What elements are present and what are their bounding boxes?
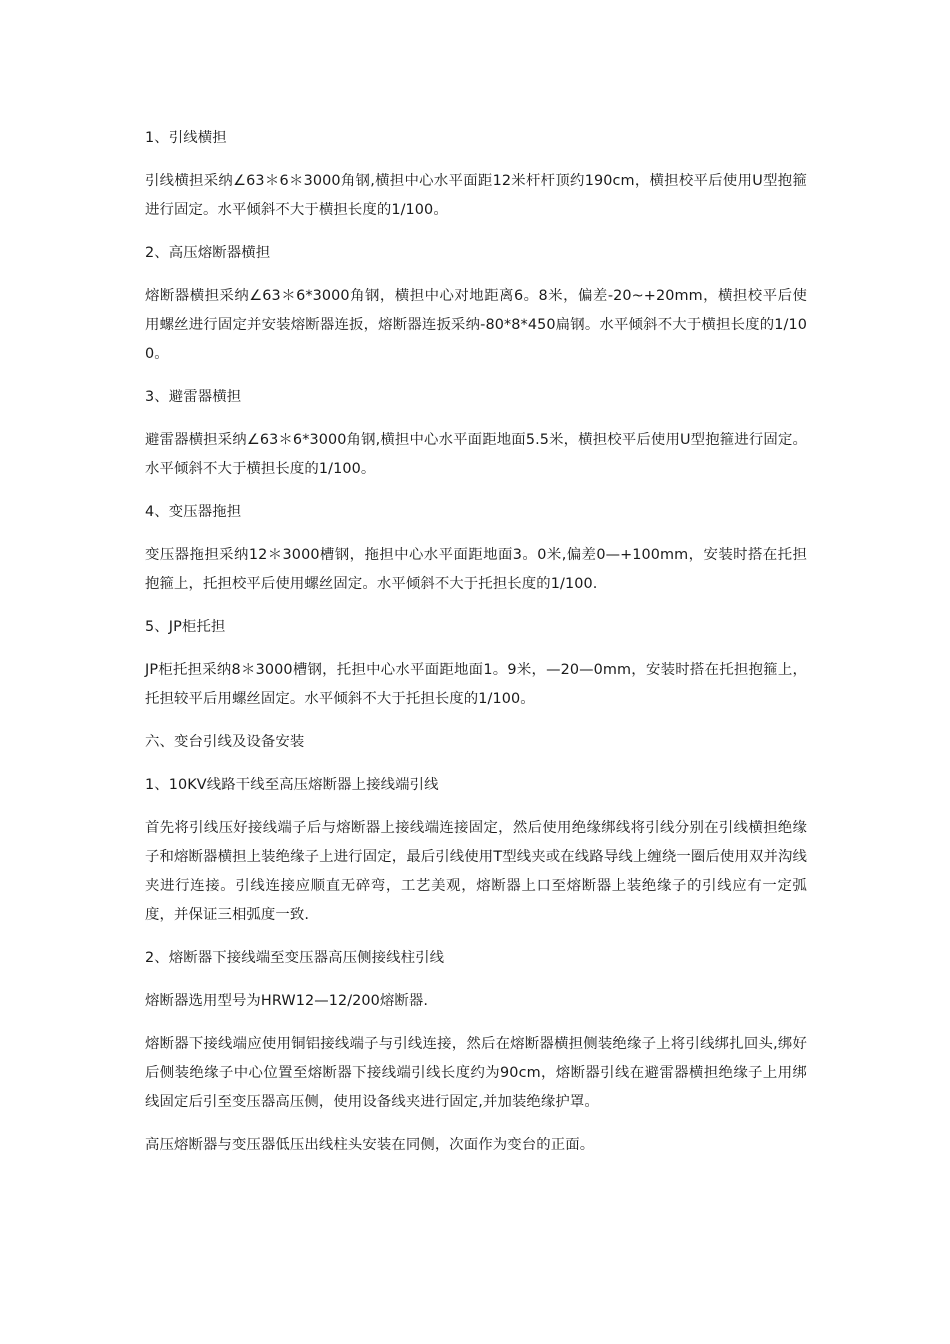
section-heading: 2、熔断器下接线端至变压器高压侧接线柱引线 xyxy=(145,950,445,966)
section-heading: 2、高压熔断器横担 xyxy=(145,245,271,261)
section-heading: 5、JP柜托担 xyxy=(145,619,226,635)
body-paragraph: 高压熔断器与变压器低压出线柱头安装在同侧，次面作为变台的正面。 xyxy=(145,1137,595,1153)
body-paragraph: 熔断器选用型号为HRW12—12/200熔断器. xyxy=(145,993,429,1009)
body-paragraph: 熔断器横担采纳∠63＊6*3000角钢，横担中心对地距离6。8米，偏差-20~+20mm，横担校平后使用螺丝进行固定并安装熔断器连扳，熔断器连扳采纳-80*8*450扁钢。水平倾斜不大于横担长度的1/100。 xyxy=(145,288,807,362)
body-paragraph: 首先将引线压好接线端子后与熔断器上接线端连接固定，然后使用绝缘绑线将引线分别在引线横担绝缘子和熔断器横担上装绝缘子上进行固定，最后引线使用T型线夹或在线路导线上缠绕一圈后使用双并沟线夹进行连接。引线连接应顺直无碎弯，工艺美观，熔断器上口至熔断器上装绝缘子的引线应有一定弧度，并保证三相弧度一致. xyxy=(145,820,807,923)
chapter-heading: 六、变台引线及设备安装 xyxy=(145,734,305,750)
document-page xyxy=(145,124,807,1174)
body-paragraph: 变压器拖担采纳12＊3000槽钢，拖担中心水平面距地面3。0米,偏差0—+100mm，安装时搭在托担抱箍上，托担校平后使用螺丝固定。水平倾斜不大于托担长度的1/100. xyxy=(145,547,807,592)
section-heading: 4、变压器拖担 xyxy=(145,504,242,520)
section-heading: 3、避雷器横担 xyxy=(145,389,242,405)
body-paragraph: 引线横担采纳∠63＊6＊3000角钢,横担中心水平面距12米杆杆顶约190cm，横担校平后使用U型抱箍进行固定。水平倾斜不大于横担长度的1/100。 xyxy=(145,173,807,218)
body-paragraph: JP柜托担采纳8＊3000槽钢，托担中心水平面距地面1。9米，—20—0mm，安装时搭在托担抱箍上，托担较平后用螺丝固定。水平倾斜不大于托担长度的1/100。 xyxy=(145,662,807,707)
body-paragraph: 避雷器横担采纳∠63＊6*3000角钢,横担中心水平面距地面5.5米，横担校平后使用U型抱箍进行固定。水平倾斜不大于横担长度的1/100。 xyxy=(145,432,807,477)
body-paragraph: 熔断器下接线端应使用铜铝接线端子与引线连接，然后在熔断器横担侧装绝缘子上将引线绑扎回头,绑好后侧装绝缘子中心位置至熔断器下接线端引线长度约为90cm，熔断器引线在避雷器横担绝缘子上用绑线固定后引至变压器高压侧，使用设备线夹进行固定,并加装绝缘护罩。 xyxy=(145,1036,807,1110)
section-heading: 1、引线横担 xyxy=(145,130,227,146)
section-heading: 1、10KV线路干线至高压熔断器上接线端引线 xyxy=(145,777,439,793)
